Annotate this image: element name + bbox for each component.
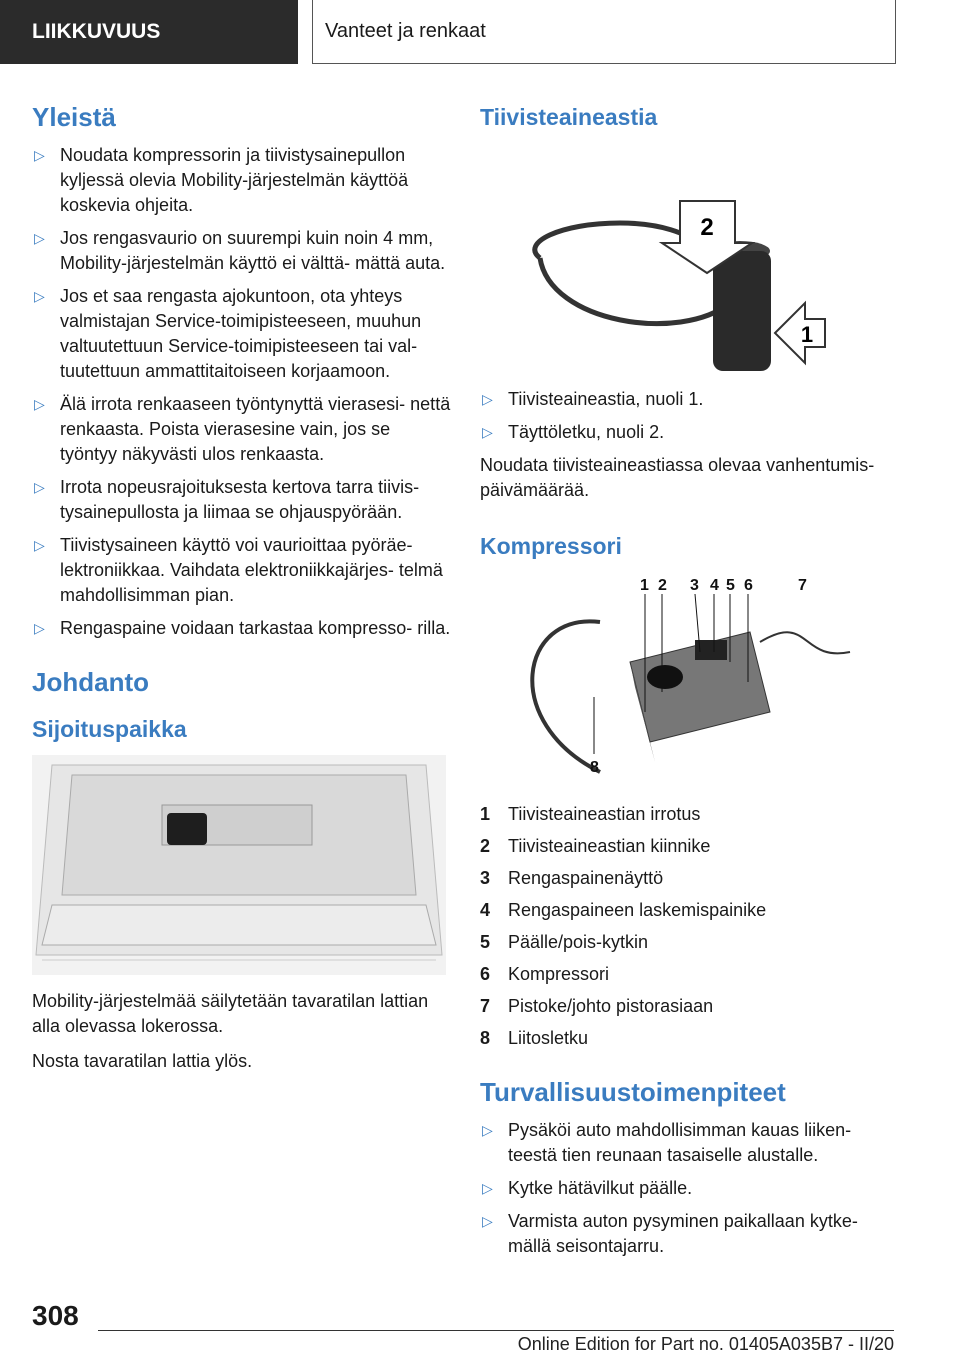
callout-6: 6 bbox=[744, 577, 753, 594]
list-item: 3 Rengaspainenäyttö bbox=[480, 868, 664, 888]
list-item: ▷ Varmista auton pysyminen paikallaan kytke- mällä seisontajarru. bbox=[482, 1211, 858, 1256]
list-item: 7 Pistoke/johto pistorasiaan bbox=[480, 996, 714, 1016]
edition-text: Online Edition for Part no. 01405A035B7 - II/20 bbox=[517, 1334, 894, 1354]
callout-8: 8 bbox=[590, 759, 599, 776]
sealant-bottle-image bbox=[480, 143, 894, 373]
list-item: ▷ Irrota nopeusrajoituksesta kertova tarra tiivis- tysainepullosta ja liimaa se ohjauspyörään. bbox=[34, 477, 420, 522]
page-header bbox=[0, 0, 960, 64]
list-item: ▷ Kytke hätävilkut päälle. bbox=[480, 1176, 900, 1201]
heading-johdanto: Johdanto bbox=[32, 667, 149, 697]
list-item: ▷ Älä irrota renkaaseen työntynyttä vierasesi- nettä renkaasta. Poista vierasesine vain, jos se työntyy näkyvästi ulos renkaasta. bbox=[34, 394, 451, 464]
trunk-image bbox=[32, 755, 446, 975]
list-item: 4 Rengaspaineen laskemispainike bbox=[480, 900, 767, 920]
heading-kompressori: Kompressori bbox=[480, 533, 622, 559]
callout-5: 5 bbox=[726, 577, 735, 594]
list-item: ▷ Jos et saa rengasta ajokuntoon, ota yhteys valmistajan Service-toimipisteeseen, muuhun valtuutettuun Service-toimipisteeseen tai val- tuutettuun ammattitaitoiseen korjaamoon. bbox=[34, 286, 422, 381]
list-item: ▷ Jos rengasvaurio on suurempi kuin noin 4 mm, Mobility-järjestelmän käyttö ei välttä- mättä auta. bbox=[34, 228, 446, 273]
arrow-2-label: 2 bbox=[700, 214, 714, 241]
arrow-1-label: 1 bbox=[800, 322, 814, 347]
callout-2: 2 bbox=[658, 577, 667, 594]
callout-1: 1 bbox=[640, 577, 649, 594]
heading-tiivisteaineastia: Tiivisteaineastia bbox=[480, 104, 658, 130]
heading-turvallisuustoimenpiteet: Turvallisuustoimenpiteet bbox=[480, 1077, 786, 1107]
list-item: 6 Kompressori bbox=[480, 964, 610, 984]
list-item: ▷ Tiivisteaineastia, nuoli 1. bbox=[480, 387, 900, 412]
triangle-bullet-icon: ▷ bbox=[482, 1122, 493, 1138]
triangle-bullet-icon: ▷ bbox=[34, 479, 45, 495]
page-number: 308 bbox=[32, 1300, 79, 1331]
callout-4: 4 bbox=[710, 577, 719, 594]
list-item: 1 Tiivisteaineastian irrotus bbox=[480, 804, 701, 824]
compressor-image bbox=[480, 572, 894, 792]
tiiviste-list bbox=[480, 387, 900, 445]
heading-sijoituspaikka: Sijoituspaikka bbox=[32, 716, 187, 742]
heading-yleista: Yleistä bbox=[32, 102, 116, 132]
triangle-bullet-icon: ▷ bbox=[34, 288, 45, 304]
triangle-bullet-icon: ▷ bbox=[34, 230, 45, 246]
list-item: ▷ Rengaspaine voidaan tarkastaa kompresso- rilla. bbox=[32, 616, 452, 641]
section-tab: LIIKKUVUUS bbox=[0, 0, 298, 64]
list-item: 8 Liitosletku bbox=[480, 1028, 589, 1048]
triangle-bullet-icon: ▷ bbox=[482, 391, 493, 407]
kompressori-list bbox=[480, 802, 900, 1051]
right-column bbox=[480, 92, 900, 1267]
triangle-bullet-icon: ▷ bbox=[34, 537, 45, 553]
yleista-list bbox=[32, 143, 452, 641]
triangle-bullet-icon: ▷ bbox=[482, 1180, 493, 1196]
sijoitus-paragraph-1: Mobility-järjestelmää säilytetään tavaratilan lattian alla olevassa lokerossa. bbox=[32, 991, 429, 1036]
left-column bbox=[32, 92, 452, 1084]
list-item: ▷ Pysäköi auto mahdollisimman kauas liiken- teestä tien reunaan tasaiselle alustalle. bbox=[482, 1120, 852, 1165]
list-item: 5 Päälle/pois-kytkin bbox=[480, 932, 649, 952]
sijoitus-paragraph-2: Nosta tavaratilan lattia ylös. bbox=[32, 1051, 253, 1071]
turva-list bbox=[480, 1118, 900, 1259]
triangle-bullet-icon: ▷ bbox=[34, 147, 45, 163]
triangle-bullet-icon: ▷ bbox=[482, 424, 493, 440]
list-item: 2 Tiivisteaineastian kiinnike bbox=[480, 836, 711, 856]
list-item: ▷ Täyttöletku, nuoli 2. bbox=[480, 420, 900, 445]
callout-3: 3 bbox=[690, 577, 699, 594]
list-item: ▷ Tiivistysaineen käyttö voi vaurioittaa pyöräe- lektroniikkaa. Vaihdata elektroniikkajärjes- telmä mahdollisimman pian. bbox=[34, 535, 443, 605]
tiiviste-note: Noudata tiivisteaineastiassa olevaa vanhentumis- päivämäärää. bbox=[480, 455, 875, 500]
list-item: ▷ Noudata kompressorin ja tiivistysainepullon kyljessä olevia Mobility-järjestelmän käyttöä koskevia ohjeita. bbox=[34, 145, 409, 215]
callout-7: 7 bbox=[798, 577, 807, 594]
triangle-bullet-icon: ▷ bbox=[34, 396, 45, 412]
triangle-bullet-icon: ▷ bbox=[482, 1213, 493, 1229]
chapter-title: Vanteet ja renkaat bbox=[312, 0, 896, 64]
footer-divider bbox=[98, 1330, 894, 1331]
triangle-bullet-icon: ▷ bbox=[34, 620, 45, 636]
